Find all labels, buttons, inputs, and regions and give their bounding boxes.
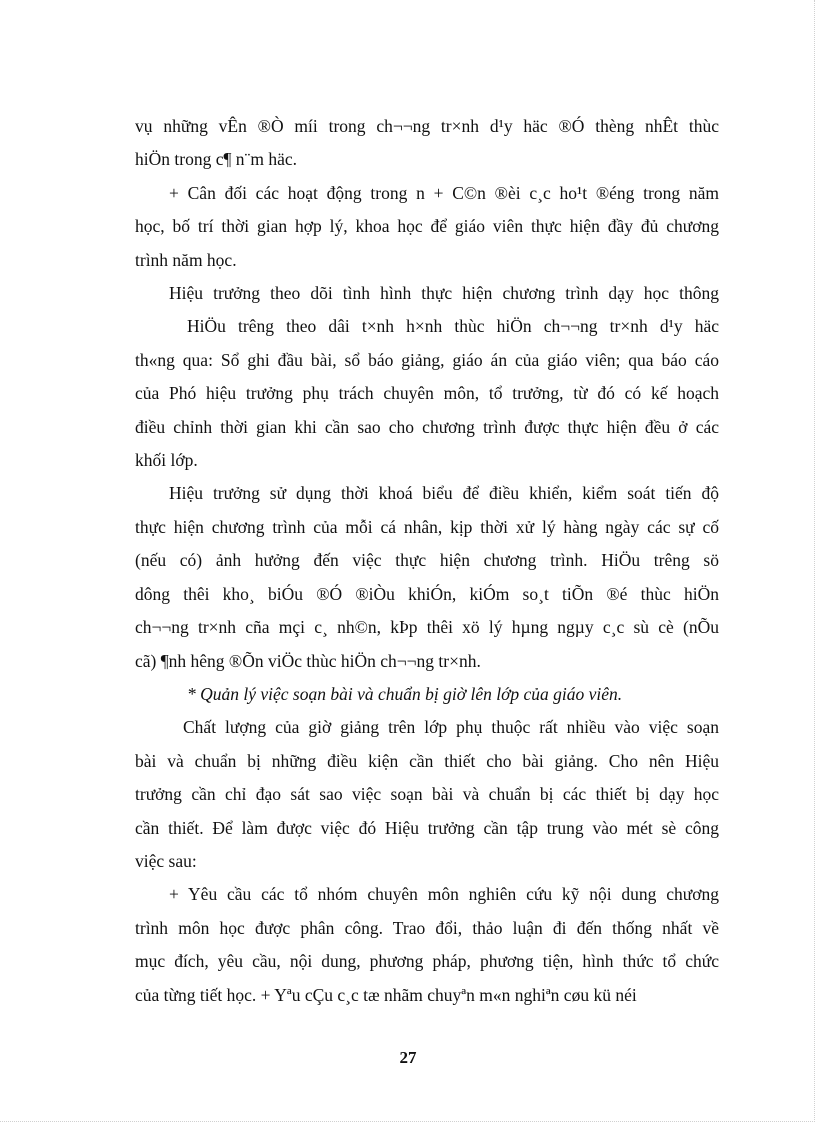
paragraph (135, 110, 719, 177)
paragraph (135, 878, 719, 1012)
text-line: (nếu có) ảnh hưởng đến việc thực hiện chương trình. HiÖu trêng sö (135, 550, 719, 571)
text-line: bài và chuẩn bị những điều kiện cần thiết cho bài giảng. Cho nên Hiệu (135, 750, 719, 771)
text-line: th«ng qua: Sổ ghi đầu bài, sổ báo giảng, giáo án của giáo viên; qua báo cáo (135, 349, 719, 370)
text-line: trưởng cần chỉ đạo sát sao việc soạn bài và chuẩn bị các thiết bị dạy học (135, 784, 719, 805)
text-line: Hiệu trưởng sử dụng thời khoá biểu để điều khiển, kiểm soát tiến độ (169, 483, 719, 504)
paragraph (135, 277, 719, 477)
text-line: + Cân đối các hoạt động trong n + C©n ®èi c¸c ho¹t ®éng trong năm (169, 182, 719, 203)
text-line: khối lớp. (135, 450, 198, 471)
page-number: 27 (399, 1048, 417, 1067)
text-line: dông thêi kho¸ biÓu ®Ó ®iÒu khiÓn, kiÓm so¸t tiÕn ®é thùc hiÖn (135, 583, 719, 604)
text-line: điều chỉnh thời gian khi cần sao cho chương trình được thực hiện đều ở các (135, 416, 719, 437)
text-line: cã) ¶nh hêng ®Õn viÖc thùc hiÖn ch¬¬ng tr×nh. (135, 650, 481, 671)
text-line: ch¬¬ng tr×nh cña mçi c¸ nh©n, kÞp thêi xö lý hµng ngµy c¸c sù cè (nÕu (135, 617, 719, 638)
page-body (135, 110, 719, 1012)
text-line: Hiệu trưởng theo dõi tình hình thực hiện chương trình dạy học thông (169, 283, 719, 304)
text-line: mục đích, yêu cầu, nội dung, phương pháp, phương tiện, hình thức tổ chức (135, 951, 719, 972)
text-line: trình năm học. (135, 249, 237, 270)
text-line: + Yêu cầu các tổ nhóm chuyên môn nghiên cứu kỹ nội dung chương (169, 884, 719, 905)
text-line: của Phó hiệu trưởng phụ trách chuyên môn, tổ trưởng, từ đó có kế hoạch (135, 383, 719, 404)
paragraph (135, 177, 719, 277)
text-line: HiÖu trêng theo dâi t×nh h×nh thùc hiÖn ch¬¬ng tr×nh d¹y häc (187, 316, 719, 337)
text-line: trình môn học được phân công. Trao đổi, thảo luận đi đến thống nhất về (135, 917, 719, 938)
text-line: cần thiết. Để làm được việc đó Hiệu trưởng cần tập trung vào mét sè công (135, 817, 719, 838)
text-line: của từng tiết học. + Yªu cÇu c¸c tæ nhãm chuyªn m«n nghiªn cøu kü néi (135, 984, 637, 1005)
paragraph (135, 711, 719, 878)
text-line: thực hiện chương trình của mỗi cá nhân, kịp thời xử lý hàng ngày các sự cố (135, 516, 719, 537)
paragraph (135, 477, 719, 677)
text-line: việc sau: (135, 850, 197, 871)
text-line: học, bố trí thời gian hợp lý, khoa học để giáo viên thực hiện đầy đủ chương (135, 216, 719, 237)
text-line: hiÖn trong c¶ n¨m häc. (135, 149, 297, 170)
text-line: Chất lượng của giờ giảng trên lớp phụ thuộc rất nhiều vào việc soạn (183, 717, 719, 738)
text-line: vụ những vÊn ®Ò míi trong ch¬¬ng tr×nh d¹y häc ®Ó thèng nhÊt thùc (135, 116, 719, 136)
section-heading: * Quản lý việc soạn bài và chuẩn bị giờ lên lớp của giáo viên. (187, 683, 623, 704)
